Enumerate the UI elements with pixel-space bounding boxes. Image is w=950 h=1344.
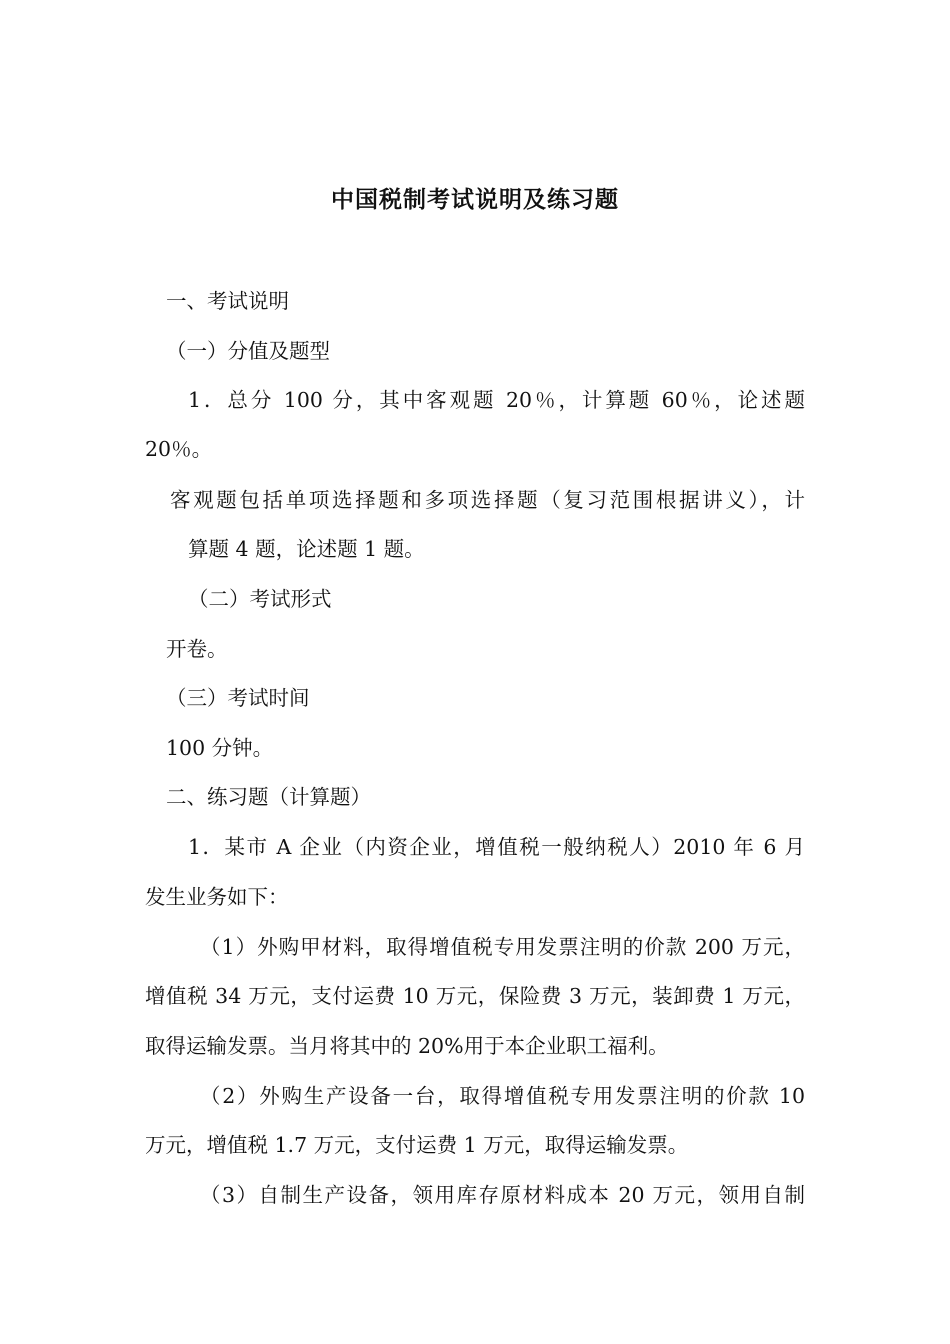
paragraph-line: 客观题包括单项选择题和多项选择题（复习范围根据讲义），计 [170,488,805,512]
paragraph-line: （2）外购生产设备一台，取得增值税专用发票注明的价款 10 [200,1084,805,1108]
paragraph-line: （3）自制生产设备，领用库存原材料成本 20 万元，领用自制 [200,1183,805,1207]
paragraph-line: 开卷。 [166,637,228,661]
document-title: 中国税制考试说明及练习题 [331,186,619,213]
paragraph-line: 20％。 [145,437,213,461]
paragraph-line: 100 分钟。 [166,736,274,760]
paragraph-line: 1．某市 A 企业（内资企业，增值税一般纳税人）2010 年 6 月 [188,835,805,859]
paragraph-line: 1．总分 100 分，其中客观题 20％，计算题 60％，论述题 [188,388,805,412]
subsection-heading-scores-and-types: （一）分值及题型 [166,339,330,363]
paragraph-line: 发生业务如下： [145,885,289,909]
section-heading-exam-description: 一、考试说明 [166,289,289,313]
paragraph-line: 算题 4 题，论述题 1 题。 [188,537,425,561]
paragraph-line: 万元，增值税 1.7 万元，支付运费 1 万元，取得运输发票。 [145,1133,689,1157]
paragraph-line: 增值税 34 万元，支付运费 10 万元，保险费 3 万元，装卸费 1 万元， [145,984,805,1008]
paragraph-line: 取得运输发票。当月将其中的 20%用于本企业职工福利。 [145,1034,669,1058]
paragraph-line: （1）外购甲材料，取得增值税专用发票注明的价款 200 万元， [200,935,805,959]
subsection-heading-exam-format: （二）考试形式 [188,587,332,611]
section-heading-exercises: 二、练习题（计算题） [166,785,371,809]
subsection-heading-exam-time: （三）考试时间 [166,686,310,710]
